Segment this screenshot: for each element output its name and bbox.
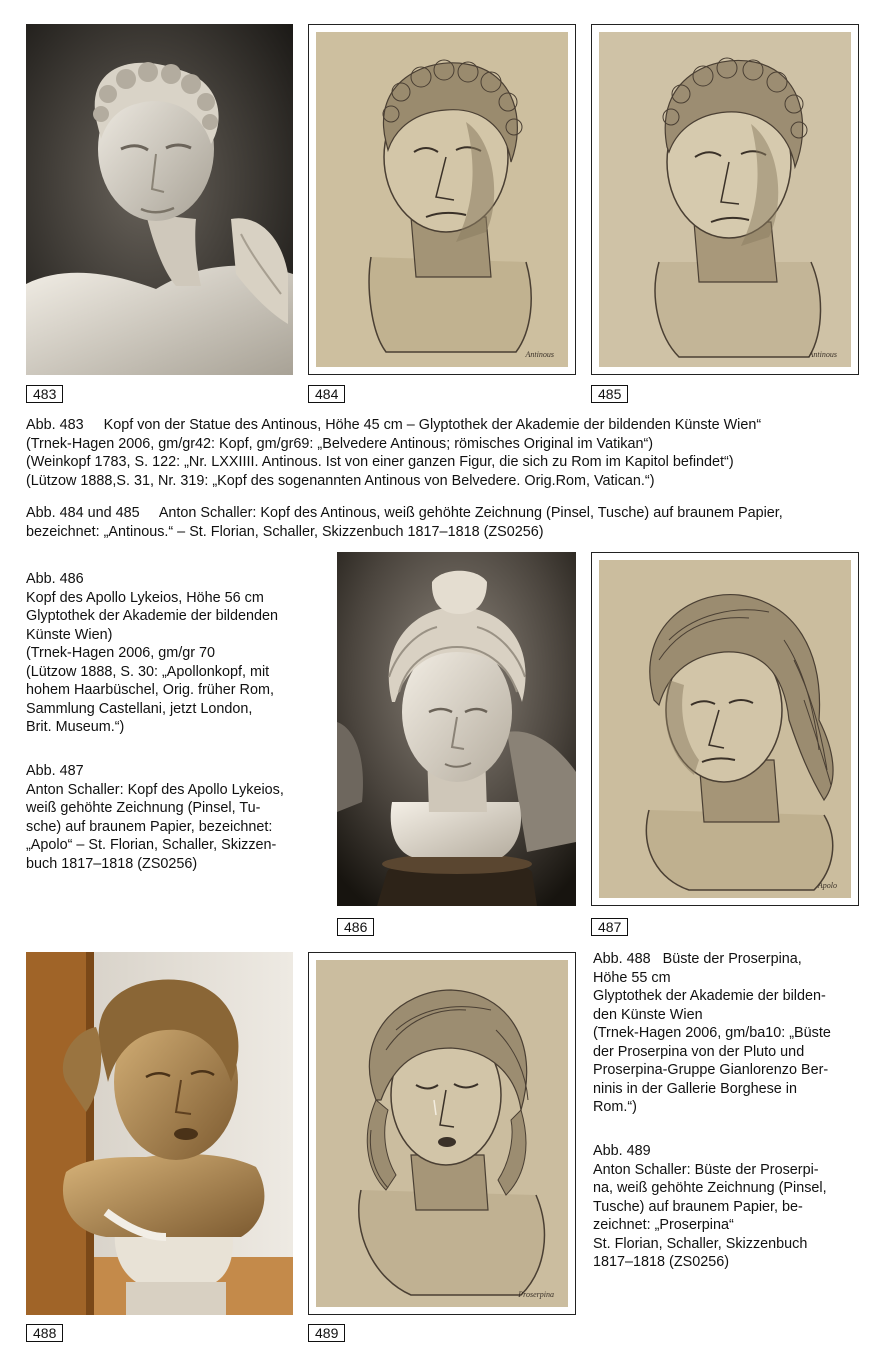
figure-487-drawing	[591, 552, 859, 906]
caption-line: Abb. 489	[593, 1143, 651, 1159]
caption-489	[593, 1142, 859, 1272]
figure-number: 488	[26, 1324, 63, 1342]
antinous-drawing-icon	[599, 32, 851, 367]
caption-line: Abb. 488 Büste der Proserpina,	[593, 951, 802, 967]
caption-487	[26, 762, 318, 873]
caption-line: Glyptothek der Akademie der bilden-	[593, 988, 826, 1004]
caption-line: hohem Haarbüschel, Orig. früher Rom,	[26, 682, 274, 698]
caption-line: Glyptothek der Akademie der bildenden	[26, 608, 278, 624]
caption-484-485	[26, 504, 866, 541]
caption-line: buch 1817–1818 (ZS0256)	[26, 855, 198, 872]
figure-484-drawing	[308, 24, 576, 375]
caption-line: bezeichnet: „Antinous.“ – St. Florian, Schaller, Skizzenbuch 1817–1818 (ZS0256)	[26, 523, 544, 540]
proserpina-drawing-icon	[316, 960, 568, 1307]
caption-line: Abb. 483 Kopf von der Statue des Antinous, Höhe 45 cm – Glyptothek der Akademie der bildenden Künste Wien“	[26, 417, 762, 433]
drawing-signature: Antinous	[525, 350, 554, 359]
caption-line: 1817–1818 (ZS0256)	[593, 1254, 730, 1270]
figure-483-photo	[26, 24, 293, 375]
figure-488-photo	[26, 952, 293, 1315]
caption-line: Proserpina-Gruppe Gianlorenzo Ber-	[593, 1062, 829, 1078]
caption-line: Höhe 55 cm	[593, 969, 671, 986]
caption-line: (Lützow 1888, S. 30: „Apollonkopf, mit	[26, 663, 270, 680]
drawing-signature: Antinous	[808, 350, 837, 359]
figure-486-photo	[337, 552, 576, 906]
caption-line: Anton Schaller: Büste der Proserpi-	[593, 1161, 819, 1178]
caption-line: der Proserpina von der Pluto und	[593, 1043, 805, 1060]
caption-line: „Apolo“ – St. Florian, Schaller, Skizzen-	[26, 837, 277, 853]
caption-line: Abb. 486	[26, 571, 84, 587]
caption-line: Rom.“)	[593, 1099, 637, 1115]
caption-line: (Trnek-Hagen 2006, gm/ba10: „Büste	[593, 1025, 831, 1041]
figure-number: 485	[591, 385, 628, 403]
caption-line: na, weiß gehöhte Zeichnung (Pinsel,	[593, 1180, 827, 1196]
caption-line: Sammlung Castellani, jetzt London,	[26, 700, 253, 717]
caption-488	[593, 950, 859, 1117]
caption-line: weiß gehöhte Zeichnung (Pinsel, Tu-	[26, 800, 261, 816]
caption-line: Anton Schaller: Kopf des Apollo Lykeios,	[26, 781, 284, 798]
proserpina-bust-photo-icon	[26, 952, 293, 1315]
caption-line: sche) auf braunem Papier, bezeichnet:	[26, 818, 273, 835]
figure-number: 484	[308, 385, 345, 403]
antinous-drawing-icon	[316, 32, 568, 367]
caption-line: Abb. 484 und 485 Anton Schaller: Kopf des Antinous, weiß gehöhte Zeichnung (Pinsel, Tusche) auf braunem Papier,	[26, 505, 783, 521]
caption-line: (Trnek-Hagen 2006, gm/gr 70	[26, 645, 216, 661]
apollo-lykeios-photo-icon	[337, 552, 576, 906]
caption-483	[26, 416, 866, 490]
caption-line: (Lützow 1888,S. 31, Nr. 319: „Kopf des sogenannten Antinous von Belvedere. Orig.Rom, Vatican.“)	[26, 472, 655, 489]
caption-line: ninis in der Gallerie Borghese in	[593, 1080, 797, 1097]
figure-485-drawing	[591, 24, 859, 375]
caption-486	[26, 570, 318, 737]
caption-line: Künste Wien)	[26, 626, 113, 643]
caption-line: zeichnet: „Proserpina“	[593, 1217, 734, 1233]
figure-number: 483	[26, 385, 63, 403]
caption-line: den Künste Wien	[593, 1006, 703, 1023]
figure-number: 489	[308, 1324, 345, 1342]
caption-line: Abb. 487	[26, 763, 84, 779]
caption-line: Tusche) auf braunem Papier, be-	[593, 1198, 803, 1215]
caption-line: St. Florian, Schaller, Skizzenbuch	[593, 1235, 808, 1252]
caption-line: Kopf des Apollo Lykeios, Höhe 56 cm	[26, 589, 264, 606]
figure-489-drawing	[308, 952, 576, 1315]
caption-line: Brit. Museum.“)	[26, 719, 125, 735]
caption-line: (Weinkopf 1783, S. 122: „Nr. LXXIIII. Antinous. Ist von einer ganzen Figur, die sich zu Rom im Kapitol befindet“)	[26, 454, 734, 470]
figure-number: 486	[337, 918, 374, 936]
apollo-drawing-icon	[599, 560, 851, 898]
drawing-signature: Apolo	[817, 881, 837, 890]
antinous-statue-photo-icon	[26, 24, 293, 375]
figure-number: 487	[591, 918, 628, 936]
drawing-signature: Proserpina	[518, 1290, 554, 1299]
caption-line: (Trnek-Hagen 2006, gm/gr42: Kopf, gm/gr69: „Belvedere Antinous; römisches Original im Vatikan“)	[26, 435, 654, 452]
